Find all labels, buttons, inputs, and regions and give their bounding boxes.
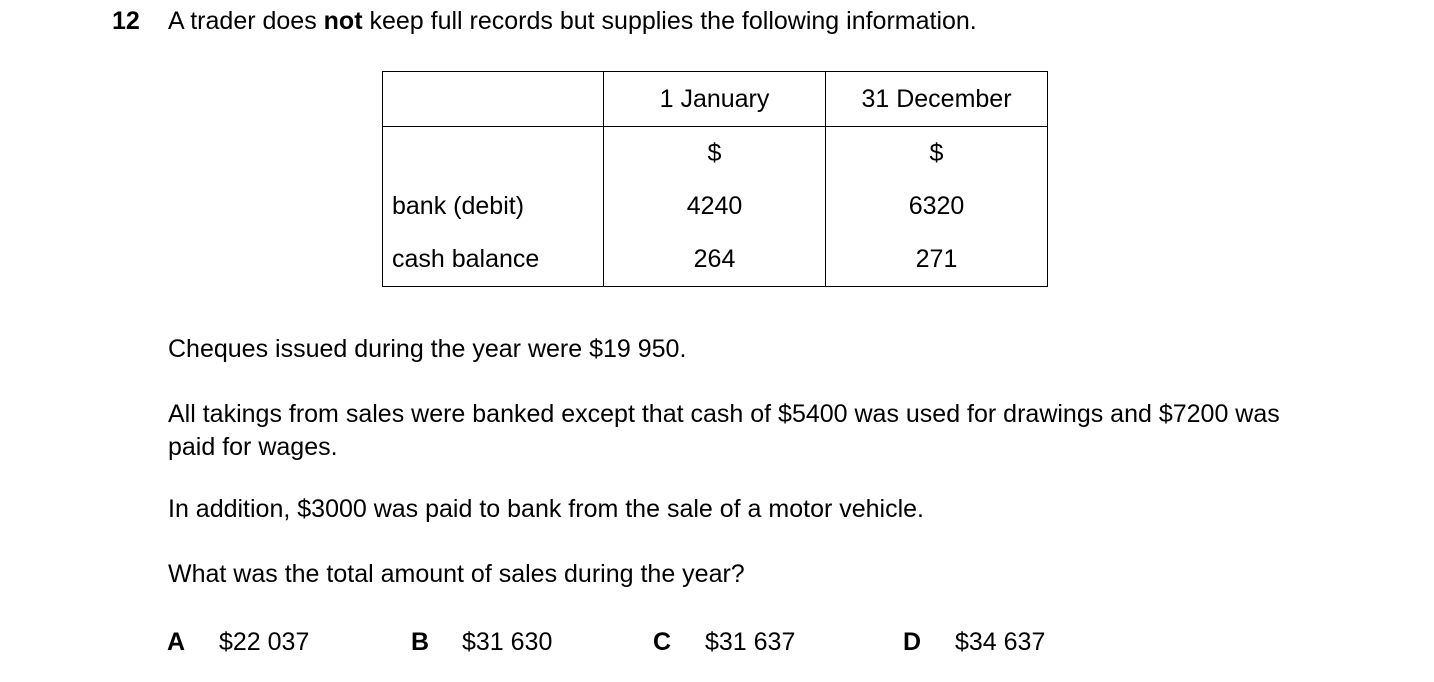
row-label: cash balance [383, 233, 604, 287]
row-label: bank (debit) [383, 180, 604, 233]
option-b-value[interactable]: $31 630 [462, 628, 553, 656]
option-c-letter[interactable]: C [653, 628, 672, 656]
paragraph-motor-vehicle: In addition, $3000 was paid to bank from the sale of a motor vehicle. [168, 495, 925, 523]
table-units-row [383, 127, 1048, 181]
table-row [383, 233, 1048, 287]
table-row [383, 180, 1048, 233]
units-cell-31-december: $ [826, 127, 1048, 181]
table-header-row [383, 72, 1048, 127]
stem-text-1: A trader does [168, 7, 324, 35]
row-value-1-january: 264 [604, 233, 826, 287]
row-value-31-december: 271 [826, 233, 1048, 287]
question-stem [168, 6, 977, 36]
units-cell-blank [383, 127, 604, 181]
stem-text-2: keep full records but supplies the following information. [362, 7, 977, 35]
row-value-31-december: 6320 [826, 180, 1048, 233]
option-a-value[interactable]: $22 037 [219, 628, 310, 656]
option-a-letter[interactable]: A [167, 628, 186, 656]
option-c-value[interactable]: $31 637 [705, 628, 796, 656]
paragraph-takings: All takings from sales were banked except that cash of $5400 was used for drawings and $7200 was paid for wages. [168, 400, 1280, 461]
paragraph-cheques: Cheques issued during the year were $19 950. [168, 335, 687, 363]
header-cell-1-january: 1 January [604, 72, 826, 127]
header-cell-blank [383, 72, 604, 127]
question-number: 12 [112, 7, 140, 35]
records-table [382, 71, 1048, 287]
row-value-1-january: 4240 [604, 180, 826, 233]
option-b-letter[interactable]: B [411, 628, 430, 656]
answer-options [0, 626, 1434, 658]
paragraph-question: What was the total amount of sales during the year? [168, 560, 745, 588]
units-cell-1-january: $ [604, 127, 826, 181]
option-d-letter[interactable]: D [903, 628, 922, 656]
stem-emphasis: not [323, 7, 363, 35]
header-cell-31-december: 31 December [826, 72, 1048, 127]
option-d-value[interactable]: $34 637 [955, 628, 1046, 656]
